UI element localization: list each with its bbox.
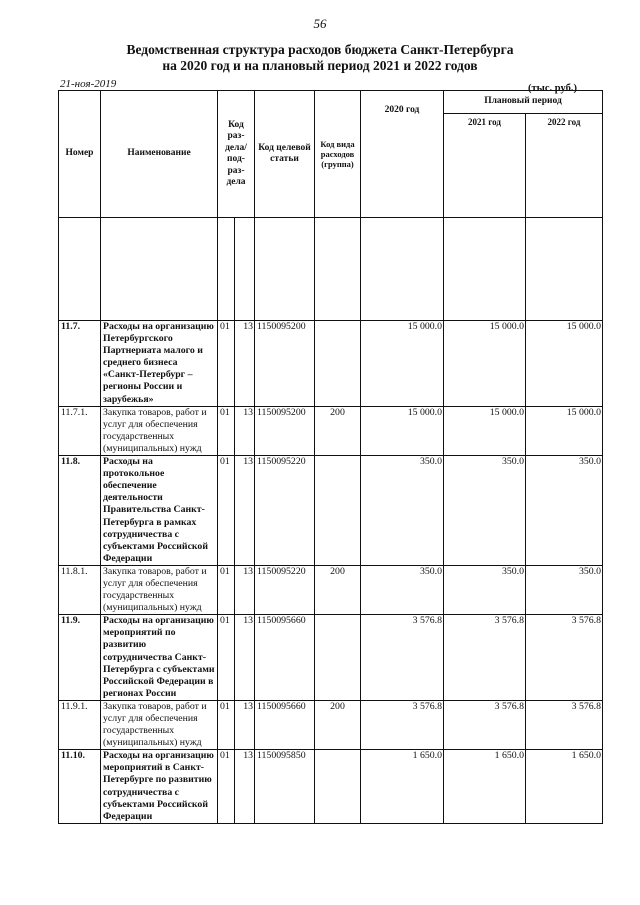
subsection-cell: 13 [235, 321, 255, 407]
section-cell: 01 [218, 750, 235, 824]
header-year-2020: 2020 год [361, 91, 444, 218]
name-cell: Закупка товаров, работ и услуг для обеспечения государственных (муниципальных) нужд [101, 565, 218, 614]
header-plan-period: Плановый период [444, 91, 603, 114]
amount-2021-cell: 3 576.8 [444, 615, 526, 701]
amount-2020-cell: 350.0 [361, 565, 444, 614]
title-line-2: на 2020 год и на плановый период 2021 и 2022 годов [162, 58, 478, 73]
amount-2020-cell: 15 000.0 [361, 321, 444, 407]
table-row [59, 615, 603, 701]
name-cell: Расходы на организацию мероприятий в Санкт-Петербурге по развитию сотрудничества с субъектами Российской Федерации [101, 750, 218, 824]
section-cell: 01 [218, 615, 235, 701]
units-label: (тыс. руб.) [528, 83, 577, 94]
table-row [59, 565, 603, 614]
table-row [59, 750, 603, 824]
amount-2021-cell: 350.0 [444, 456, 526, 566]
table-spacer-row [59, 218, 603, 321]
amount-2022-cell: 350.0 [526, 565, 603, 614]
number-cell: 11.8.1. [59, 565, 101, 614]
amount-2020-cell: 3 576.8 [361, 700, 444, 749]
spacer-cell [444, 218, 526, 321]
budget-table [58, 90, 603, 824]
amount-2022-cell: 1 650.0 [526, 750, 603, 824]
spacer-cell [235, 218, 255, 321]
amount-2022-cell: 3 576.8 [526, 615, 603, 701]
page-number: 56 [313, 16, 327, 31]
spacer-cell [361, 218, 444, 321]
target-code-cell: 1150095850 [255, 750, 315, 824]
number-cell: 11.9. [59, 615, 101, 701]
header-section-code: Код раз- дела/ под- раз- дела [218, 91, 255, 218]
expense-type-cell: 200 [315, 700, 361, 749]
expense-type-cell [315, 456, 361, 566]
target-code-cell: 1150095200 [255, 321, 315, 407]
expense-type-cell: 200 [315, 565, 361, 614]
table-header [59, 91, 603, 218]
spacer-cell [526, 218, 603, 321]
spacer-cell [101, 218, 218, 321]
header-name: Наименование [101, 91, 218, 218]
target-code-cell: 1150095200 [255, 406, 315, 455]
header-number: Номер [59, 91, 101, 218]
spacer-cell [255, 218, 315, 321]
table-row [59, 456, 603, 566]
amount-2022-cell: 15 000.0 [526, 406, 603, 455]
expense-type-cell: 200 [315, 406, 361, 455]
spacer-cell [315, 218, 361, 321]
header-year-2022: 2022 год [526, 114, 603, 218]
amount-2021-cell: 15 000.0 [444, 406, 526, 455]
subsection-cell: 13 [235, 406, 255, 455]
amount-2020-cell: 350.0 [361, 456, 444, 566]
expense-type-cell [315, 750, 361, 824]
amount-2020-cell: 1 650.0 [361, 750, 444, 824]
name-cell: Расходы на организацию Петербургского Партнериата малого и среднего бизнеса «Санкт-Петербург – регионы России и зарубежья» [101, 321, 218, 407]
section-cell: 01 [218, 456, 235, 566]
target-code-cell: 1150095660 [255, 700, 315, 749]
spacer-cell [218, 218, 235, 321]
name-cell: Закупка товаров, работ и услуг для обеспечения государственных (муниципальных) нужд [101, 700, 218, 749]
expense-type-cell [315, 615, 361, 701]
header-expense-type-code: Код вида расходов (группа) [315, 91, 361, 218]
target-code-cell: 1150095220 [255, 565, 315, 614]
amount-2020-cell: 3 576.8 [361, 615, 444, 701]
amount-2022-cell: 350.0 [526, 456, 603, 566]
subsection-cell: 13 [235, 615, 255, 701]
amount-2021-cell: 15 000.0 [444, 321, 526, 407]
section-cell: 01 [218, 565, 235, 614]
budget-table-container [58, 90, 602, 824]
target-code-cell: 1150095660 [255, 615, 315, 701]
number-cell: 11.7.1. [59, 406, 101, 455]
amount-2021-cell: 1 650.0 [444, 750, 526, 824]
header-target-code: Код целевой статьи [255, 91, 315, 218]
amount-2021-cell: 3 576.8 [444, 700, 526, 749]
subsection-cell: 13 [235, 565, 255, 614]
table-body [59, 218, 603, 824]
subsection-cell: 13 [235, 456, 255, 566]
expense-type-cell [315, 321, 361, 407]
number-cell: 11.9.1. [59, 700, 101, 749]
number-cell: 11.8. [59, 456, 101, 566]
name-cell: Расходы на протокольное обеспечение деятельности Правительства Санкт-Петербурга в рамках сотрудничества с субъектами Российской Федерации [101, 456, 218, 566]
table-row [59, 700, 603, 749]
spacer-cell [59, 218, 101, 321]
number-cell: 11.7. [59, 321, 101, 407]
table-row [59, 406, 603, 455]
number-cell: 11.10. [59, 750, 101, 824]
subsection-cell: 13 [235, 700, 255, 749]
name-cell: Закупка товаров, работ и услуг для обеспечения государственных (муниципальных) нужд [101, 406, 218, 455]
table-row [59, 321, 603, 407]
document-title [0, 42, 640, 74]
title-line-1: Ведомственная структура расходов бюджета Санкт-Петербурга [126, 42, 514, 57]
section-cell: 01 [218, 406, 235, 455]
section-cell: 01 [218, 321, 235, 407]
target-code-cell: 1150095220 [255, 456, 315, 566]
amount-2021-cell: 350.0 [444, 565, 526, 614]
amount-2020-cell: 15 000.0 [361, 406, 444, 455]
name-cell: Расходы на организацию мероприятий по развитию сотрудничества Санкт-Петербурга с субъектами Российской Федерации в регионах России [101, 615, 218, 701]
amount-2022-cell: 3 576.8 [526, 700, 603, 749]
document-date: 21-ноя-2019 [60, 78, 117, 90]
section-cell: 01 [218, 700, 235, 749]
subsection-cell: 13 [235, 750, 255, 824]
amount-2022-cell: 15 000.0 [526, 321, 603, 407]
header-year-2021: 2021 год [444, 114, 526, 218]
